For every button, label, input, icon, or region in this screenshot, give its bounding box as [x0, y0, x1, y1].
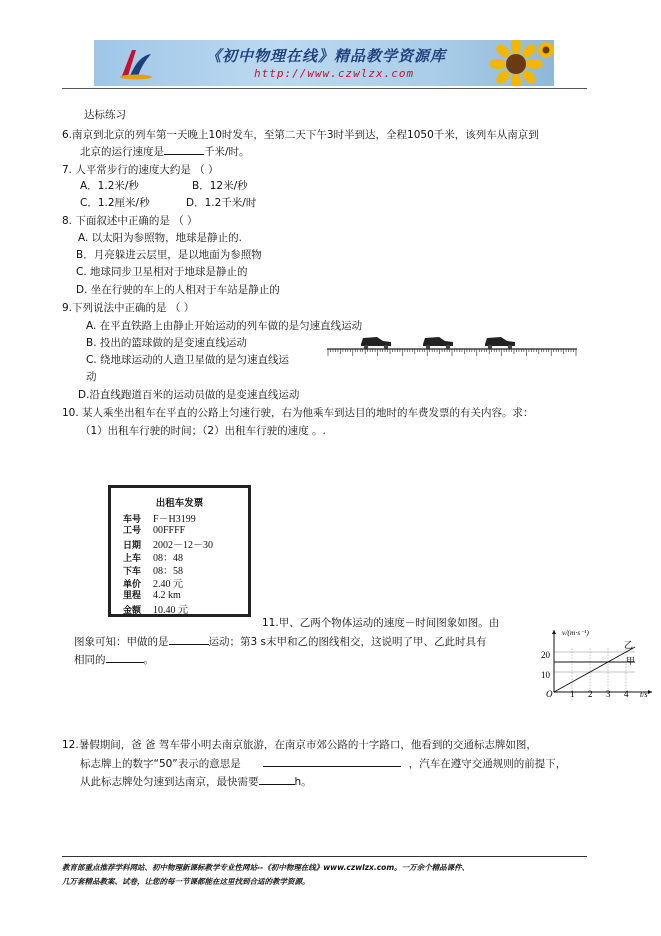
x-tick-label: 2	[588, 689, 593, 698]
q11-answer-blank-1[interactable]	[169, 634, 209, 645]
q11-line2-pre: 图象可知：甲做的是	[74, 636, 169, 648]
receipt-row: 里程 4.2 km	[123, 590, 181, 601]
q12-line3	[80, 774, 312, 789]
header-divider	[62, 88, 587, 89]
series-label-yi: 乙	[624, 640, 634, 650]
y-tick-label: 10	[541, 670, 550, 680]
q12-line2-pre: 标志牌上的数字“50”表示的意思是	[80, 758, 241, 770]
banner-title: 《初中物理在线》精品教学资源库	[206, 47, 447, 65]
q12-line3-post: h。	[294, 776, 312, 788]
q11-line3	[74, 652, 154, 667]
ruler-with-cars-figure	[327, 330, 577, 356]
car-icon	[423, 337, 453, 349]
receipt-row: 下车 08：58	[123, 566, 183, 577]
car-icon	[485, 337, 515, 349]
q7-option-d[interactable]: D．1.2千米/时	[186, 197, 257, 209]
q6-answer-blank[interactable]	[164, 144, 204, 155]
x-tick-label: 4	[624, 689, 629, 698]
q11-line1: 11.甲、乙两个物体运动的速度－时间图象如图。由	[262, 617, 500, 629]
q9-option-b[interactable]: B. 投出的篮球做的是变速直线运动	[86, 337, 247, 349]
q8-option-a[interactable]: A. 以太阳为参照物，地球是静止的.	[78, 232, 243, 244]
footer-line1: 教育部重点推荐学科网站、初中物理新课标教学专业性网站--《初中物理在线》www.czwlzx.com。一万余个精品课件、	[62, 863, 470, 872]
q9-option-a[interactable]: A. 在平直铁路上由静止开始运动的列车做的是匀速直线运动	[86, 320, 363, 332]
q6-line2-post: 千米/时。	[204, 146, 250, 158]
q8-option-c[interactable]: C. 地球同步卫星相对于地球是静止的	[76, 266, 248, 278]
q12-line2-post: ，汽车在遵守交通规则的前提下，	[408, 758, 567, 770]
q10-line1: 10. 某人乘坐出租车在平直的公路上匀速行驶，右为他乘车到达目的地时的车费发票的有关内容。求：	[62, 407, 534, 419]
q12-answer-blank-2[interactable]	[259, 774, 295, 785]
series-line-乙	[554, 647, 635, 692]
section-title: 达标练习	[84, 109, 126, 121]
receipt-title: 出租车发票	[155, 498, 204, 509]
q6-line1: 6.南京到北京的列车第一天晚上10时发车，至第二天下午3时半到达，全程1050千米，该列车从南京到	[62, 129, 539, 141]
series-label-jia: 甲	[626, 656, 636, 666]
q8-option-d[interactable]: D. 坐在行驶的车上的人相对于车站是静止的	[76, 284, 280, 296]
q7-option-c[interactable]: C．1.2厘米/秒	[80, 197, 150, 209]
q10-line2: （1）出租车行驶的时间；（2）出租车行驶的速度 。.	[80, 425, 326, 437]
q11-answer-blank-2[interactable]	[106, 652, 144, 663]
velocity-time-chart	[538, 626, 656, 698]
sunflower-icon	[486, 40, 554, 86]
q9-option-d[interactable]: D.沿直线跑道百米的运动员做的是变速直线运动	[78, 389, 300, 401]
q9-option-c-cont: 动	[86, 371, 97, 383]
q11-line2	[74, 634, 487, 649]
q9-option-c[interactable]: C. 绕地球运动的人造卫星做的是匀速直线运	[86, 354, 290, 366]
car-icon	[361, 337, 391, 349]
receipt-row: 金额 10.40 元	[123, 605, 188, 616]
banner-url[interactable]: http://www.czwlzx.com	[254, 67, 415, 80]
x-tick-label: 1	[570, 689, 575, 698]
header-banner	[94, 40, 554, 86]
q12-line3-pre: 从此标志牌处匀速到达南京，最快需要	[80, 776, 259, 788]
receipt-row: 车号 F－H3199	[123, 514, 196, 525]
q11-line3-post: 。	[143, 654, 154, 666]
q12-line2	[80, 756, 566, 771]
x-tick-label: 3	[606, 689, 611, 698]
taxi-receipt	[108, 485, 251, 617]
receipt-row: 工号 00FFFF	[123, 525, 186, 536]
q7-option-a[interactable]: A．1.2米/秒	[80, 180, 139, 192]
q8-option-b[interactable]: B．月亮躲进云层里，是以地面为参照物	[76, 249, 262, 261]
q12-answer-blank-1[interactable]	[263, 756, 401, 767]
q11-line2-mid: 运动；第3 s末甲和乙的图线相交，这说明了甲、乙此时具有	[208, 636, 487, 648]
q12-line1: 12.暑假期间，爸 爸 驾车带小明去南京旅游，在南京市郊公路的十字路口，他看到的交通标志牌如图，	[62, 739, 537, 751]
q6-line2-pre: 北京的运行速度是	[80, 146, 164, 158]
y-tick-label: 20	[541, 650, 550, 660]
receipt-row: 上车 08：48	[123, 553, 183, 564]
q7-stem: 7. 人平常步行的速度大约是 （ ）	[62, 164, 219, 176]
receipt-row: 单价 2.40 元	[123, 579, 183, 590]
x-axis-label: t/s	[640, 690, 648, 698]
footer-divider	[62, 856, 587, 857]
q6-line2	[80, 144, 250, 159]
x-tick-label: O	[546, 689, 553, 698]
q8-stem: 8. 下面叙述中正确的是 （ ）	[62, 215, 198, 227]
y-axis-label: v/(m·s⁻¹)	[562, 628, 589, 637]
site-logo-icon	[118, 46, 154, 80]
footer-line2: 几万套精品教案、试卷，让您的每一节课都能在这里找到合适的教学资源。	[62, 877, 310, 886]
receipt-row: 日期 2002－12－30	[123, 540, 213, 551]
q11-line3-pre: 相同的	[74, 654, 106, 666]
q9-stem: 9.下列说法中正确的是 （ ）	[62, 302, 195, 314]
q7-option-b[interactable]: B．12米/秒	[192, 180, 248, 192]
